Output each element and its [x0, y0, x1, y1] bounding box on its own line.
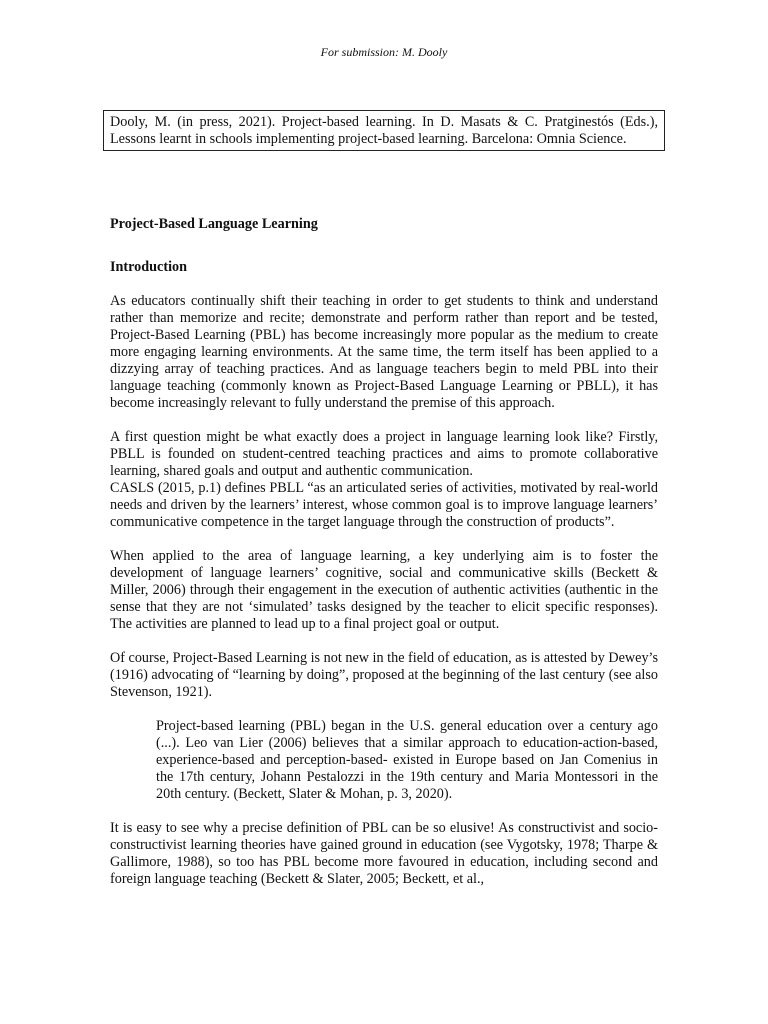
section-heading-introduction: Introduction — [110, 259, 187, 275]
header-note: For submission: M. Dooly — [320, 45, 448, 59]
paragraph-5: Of course, Project-Based Learning is not new in the field of education, as is attested by Dewey’s (1916) advocating of “learning by doing”, proposed at the beginning of the last century (see also Stevenson, 1921). — [110, 650, 658, 700]
paragraph-4: When applied to the area of language learning, a key underlying aim is to foster the development of language learners’ cognitive, social and communicative skills (Beckett & Miller, 2006) through their engagement in the execution of authentic activities (authentic in the sense that they are not ‘simulated’ tasks designed by the teacher to elicit specific responses). The activities are planned to lead up to a final project goal or output. — [110, 548, 658, 632]
document-title: Project-Based Language Learning — [110, 216, 318, 232]
paragraph-3: CASLS (2015, p.1) defines PBLL “as an articulated series of activities, motivated by real-world needs and driven by the learners’ interest, whose common goal is to improve language learners’ communicative competence in the target language through the construction of products”. — [110, 480, 658, 530]
citation-box: Dooly, M. (in press, 2021). Project-based learning. In D. Masats & C. Pratginestós (Eds.), Lessons learnt in schools implementing project-based learning. Barcelona: Omnia Science. — [103, 110, 665, 151]
paragraph-6: It is easy to see why a precise definition of PBL can be so elusive! As constructivist and socio-constructivist learning theories have gained ground in education (see Vygotsky, 1978; Tharpe & Gallimore, 1988), so too has PBL become more favoured in education, including second and foreign language teaching (Beckett & Slater, 2005; Beckett, et al., — [110, 820, 658, 887]
paragraph-2: A first question might be what exactly does a project in language learning look like? Firstly, PBLL is founded on student-centred teaching practices and aims to promote collaborative learning, shared goals and output and authentic communication. — [110, 429, 658, 479]
block-quote: Project-based learning (PBL) began in the U.S. general education over a century ago (...). Leo van Lier (2006) believes that a similar approach to education-action-based, experience-based and perception-based- existed in Europe based on Jan Comenius in the 17th century, Johann Pestalozzi in the 19th century and Maria Montessori in the 20th century. (Beckett, Slater & Mohan, p. 3, 2020). — [156, 718, 658, 802]
paragraph-1: As educators continually shift their teaching in order to get students to think and understand rather than memorize and recite; demonstrate and perform rather than report and be tested, Project-Based Learning (PBL) has become increasingly more popular as the medium to create more engaging learning environments. At the same time, the term itself has been applied to a dizzying array of teaching practices. And as language teachers begin to meld PBL into their language teaching (commonly known as Project-Based Language Learning or PBLL), it has become increasingly relevant to fully understand the premise of this approach. — [110, 293, 658, 411]
document-body — [110, 216, 658, 905]
